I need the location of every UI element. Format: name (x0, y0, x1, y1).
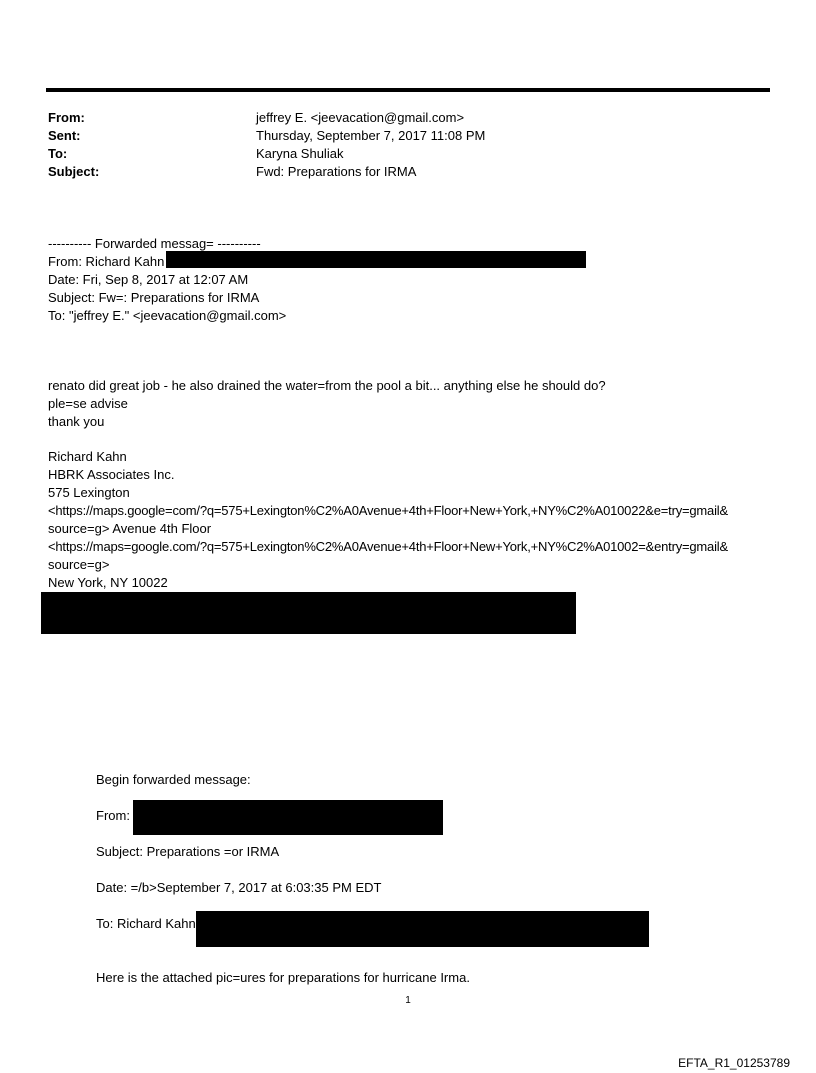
redaction-forward-from (166, 251, 586, 268)
inner-subject: Subject: Preparations =or IRMA (96, 844, 280, 859)
document-id: EFTA_R1_01253789 (678, 1056, 790, 1070)
body-line-3: thank you (48, 414, 105, 429)
sent-value: Thursday, September 7, 2017 11:08 PM (256, 128, 486, 143)
email-header (48, 109, 485, 181)
body-line-1: renato did great job - he also drained the water=from the pool a bit... anything else he should do? (48, 378, 606, 393)
inner-to: To: Richard Kahn (96, 916, 196, 931)
signature (48, 448, 728, 592)
map-link-1-cont: source=g> Avenue 4th Floor (48, 521, 212, 536)
header-from-row (48, 109, 485, 127)
forwarded-header (48, 235, 286, 325)
signature-street: 575 Lexington (48, 485, 130, 500)
forward-divider: ---------- Forwarded messag= ---------- (48, 236, 261, 251)
forward-from: From: Richard Kahn (48, 254, 165, 269)
header-rule (46, 88, 770, 92)
forward-date: Date: Fri, Sep 8, 2017 at 12:07 AM (48, 272, 249, 287)
from-value: jeffrey E. <jeevacation@gmail.com> (256, 110, 465, 125)
subject-label: Subject: (48, 164, 100, 179)
redaction-signature-block (41, 592, 576, 634)
map-link-1[interactable]: <https://maps.google=com/?q=575+Lexington%C2%A0Avenue+4th+Floor+New+York,+NY%C2%A010022&e=try=gmail& (48, 503, 728, 518)
page-number: 1 (405, 995, 411, 1006)
signature-company: HBRK Associates Inc. (48, 467, 175, 482)
to-value: Karyna Shuliak (256, 146, 344, 161)
signature-name: Richard Kahn (48, 449, 127, 464)
header-subject-row (48, 163, 485, 181)
forward-subject: Subject: Fw=: Preparations for IRMA (48, 290, 260, 305)
inner-text: Here is the attached pic=ures for preparations for hurricane Irma. (96, 970, 470, 985)
to-label: To: (48, 146, 68, 161)
sent-label: Sent: (48, 128, 81, 143)
map-link-2[interactable]: <https://maps=google.com/?q=575+Lexington%C2%A0Avenue+4th+Floor+New+York,+NY%C2%A01002=&entry=gmail& (48, 539, 728, 554)
redaction-inner-to (196, 911, 649, 947)
body-line-2: ple=se advise (48, 396, 128, 411)
forward-to: To: "jeffrey E." <jeevacation@gmail.com> (48, 308, 287, 323)
subject-value: Fwd: Preparations for IRMA (256, 164, 417, 179)
inner-from: From: (96, 808, 130, 823)
message-body (48, 377, 606, 431)
from-label: From: (48, 110, 85, 125)
map-link-2-cont: source=g> (48, 557, 110, 572)
inner-date: Date: =/b>September 7, 2017 at 6:03:35 PM EDT (96, 880, 382, 895)
header-to-row (48, 145, 485, 163)
header-sent-row (48, 127, 485, 145)
signature-city: New York, NY 10022 (48, 575, 168, 590)
redaction-inner-from (133, 800, 443, 835)
inner-begin: Begin forwarded message: (96, 772, 251, 787)
